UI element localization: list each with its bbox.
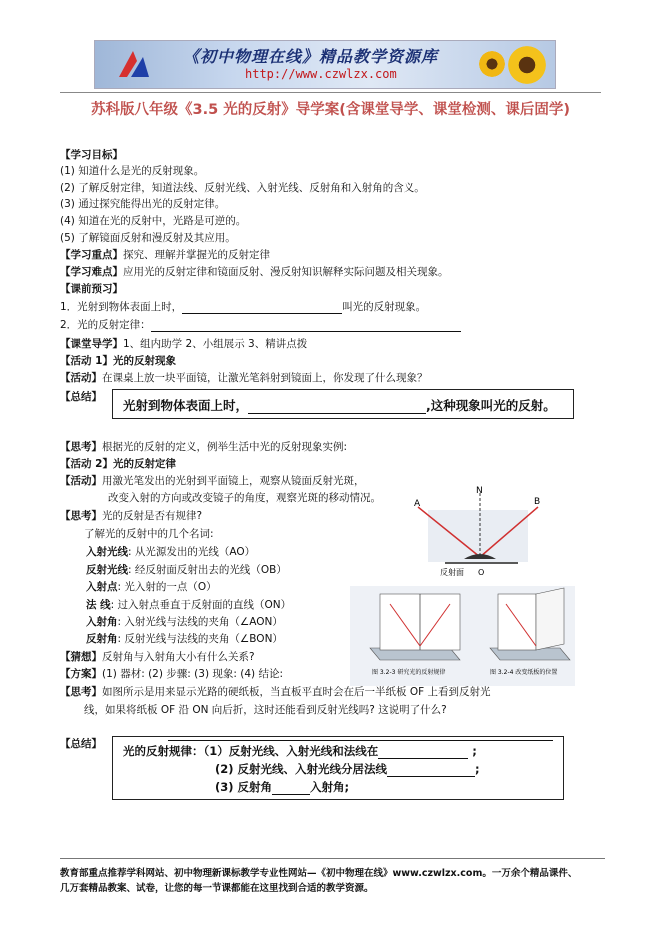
terms-intro: 了解光的反射中的几个名词: bbox=[84, 528, 214, 540]
focus-tag: 【学习重点】 bbox=[60, 249, 123, 261]
think-tag: 【思考】 bbox=[60, 686, 102, 698]
guess-line bbox=[60, 650, 255, 664]
term-desc: : 从光源发出的光线（AO） bbox=[128, 546, 256, 558]
summary-1-tag: 【总结】 bbox=[60, 391, 102, 403]
term-name: 入射角 bbox=[86, 616, 118, 628]
preview-question-2 bbox=[60, 318, 461, 332]
think-tag: 【思考】 bbox=[60, 510, 102, 522]
goal-item: (2) 了解反射定律，知道法线、反射光线、入射光线、反射角和入射角的含义。 bbox=[60, 182, 425, 194]
guide-line bbox=[60, 337, 307, 351]
reflection-diagram bbox=[400, 485, 560, 580]
answer-blank[interactable] bbox=[151, 320, 461, 332]
goal-item: (4) 知道在光的反射中，光路是可逆的。 bbox=[60, 215, 247, 227]
summary-1-text bbox=[123, 396, 556, 414]
think-text: 光的反射是否有规律? bbox=[102, 510, 203, 522]
term-row bbox=[86, 615, 283, 629]
goal-item: (1) 知道什么是光的反射现象。 bbox=[60, 165, 205, 177]
rule-3-text: (3) 反射角 bbox=[215, 780, 273, 794]
header-divider bbox=[60, 92, 601, 93]
footer-line-2: 几万套精品教案、试卷，让您的每一节课都能在这里找到合适的教学资源。 bbox=[60, 883, 374, 894]
think-text: 根据光的反射的定义，例举生活中光的反射现象实例: bbox=[102, 441, 348, 453]
site-logo-icon bbox=[113, 47, 153, 83]
plan-line bbox=[60, 667, 283, 681]
term-row bbox=[86, 632, 283, 646]
activity-2b-line bbox=[60, 474, 365, 488]
label-o: O bbox=[478, 568, 485, 577]
preview-q2-text: 2．光的反射定律： bbox=[60, 319, 151, 331]
focus-text: 探究、理解并掌握光的反射定律 bbox=[123, 249, 270, 261]
header-banner bbox=[94, 40, 556, 89]
plan-tag: 【方案】 bbox=[60, 668, 102, 680]
banner-title: 《初中物理在线》精品教学资源库 bbox=[183, 47, 439, 66]
activity-2b-line-2: 改变入射的方向或改变镜子的角度，观察光斑的移动情况。 bbox=[108, 492, 381, 504]
plan-text: (1) 器材: (2) 步骤: (3) 现象: (4) 结论: bbox=[102, 668, 284, 680]
activity-2-title: 光的反射定律 bbox=[112, 458, 176, 470]
summary-2-line-2 bbox=[215, 761, 480, 777]
guess-tag: 【猜想】 bbox=[60, 651, 102, 663]
cardboard-figures bbox=[350, 586, 575, 686]
think-1-line bbox=[60, 440, 347, 454]
term-desc: : 经反射面反射出去的光线（OB） bbox=[128, 564, 287, 576]
term-desc: : 光入射的一点（O） bbox=[117, 581, 217, 593]
guess-text: 反射角与入射角大小有什么关系? bbox=[102, 651, 255, 663]
rule-2-text: (2) 反射光线、入射光线分居法线 bbox=[215, 762, 388, 776]
sunflower-icon bbox=[477, 49, 507, 79]
think-text: 如图所示是用来显示光路的硬纸板，当直板平直时会在后一半纸板 OF 上看到反射光 bbox=[102, 686, 491, 698]
summary-1-text-b: ,这种现象叫光的反射。 bbox=[426, 398, 556, 413]
term-desc: : 入射光线与法线的夹角（∠AON） bbox=[117, 616, 283, 628]
label-n: N bbox=[476, 486, 483, 496]
footer-line-1: 教育部重点推荐学科网站、初中物理新课标教学专业性网站—《初中物理在线》www.czwlzx.com。一万余个精品课件、 bbox=[60, 868, 578, 879]
document-title: 苏科版八年级《3.5 光的反射》导学案(含课堂导学、课堂检测、课后固学) bbox=[91, 102, 570, 118]
punct-semicolon: ; bbox=[475, 762, 480, 776]
banner-url[interactable]: http://www.czwlzx.com bbox=[245, 67, 397, 81]
activity-1-tag: 【活动 1】 bbox=[60, 355, 113, 367]
activity-2-line bbox=[60, 457, 176, 471]
think-3-line-2: 线，如果将纸板 OF 沿 ON 向后折，这时还能看到反射光线吗? 这说明了什么? bbox=[84, 704, 447, 716]
answer-blank[interactable] bbox=[182, 302, 342, 314]
term-name: 反射角 bbox=[86, 633, 118, 645]
difficulty-text: 应用光的反射定律和镜面反射、漫反射知识解释实际问题及相关现象。 bbox=[123, 266, 449, 278]
term-name: 入射点 bbox=[86, 581, 118, 593]
focus-line bbox=[60, 248, 270, 262]
summary-1-text-a: 光射到物体表面上时， bbox=[123, 398, 249, 413]
answer-blank[interactable] bbox=[387, 765, 475, 777]
activity-tag: 【活动】 bbox=[60, 372, 102, 384]
goal-item: (3) 通过探究能得出光的反射定律。 bbox=[60, 198, 226, 210]
activity-2-tag: 【活动 2】 bbox=[60, 458, 113, 470]
term-row bbox=[86, 545, 255, 559]
goal-item: (5) 了解镜面反射和漫反射及其应用。 bbox=[60, 232, 236, 244]
summary-2-tag: 【总结】 bbox=[60, 738, 102, 750]
term-row bbox=[86, 598, 291, 612]
term-desc: : 过入射点垂直于反射面的直线（ON） bbox=[110, 599, 292, 611]
activity-1-title: 光的反射现象 bbox=[112, 355, 176, 367]
label-b: B bbox=[534, 497, 541, 507]
footer-divider bbox=[60, 858, 605, 859]
answer-blank[interactable] bbox=[272, 783, 310, 795]
figure-panel-left bbox=[370, 594, 460, 660]
preview-question-1 bbox=[60, 300, 426, 314]
figure-caption-2: 图 3.2-4 改变纸板的位置 bbox=[490, 669, 558, 676]
think-tag: 【思考】 bbox=[60, 441, 102, 453]
summary-2-line-1 bbox=[123, 743, 477, 759]
term-row bbox=[86, 580, 217, 594]
activity-1-line bbox=[60, 354, 176, 368]
figure-caption-1: 图 3.2-3 研究光的反射规律 bbox=[372, 669, 446, 676]
activity-text: 在课桌上放一块平面镜，让激光笔斜射到镜面上，你发现了什么现象？ bbox=[102, 372, 428, 384]
label-a: A bbox=[414, 499, 421, 509]
summary-2-box bbox=[112, 736, 564, 800]
term-row bbox=[86, 563, 287, 577]
term-name: 反射光线 bbox=[86, 564, 128, 576]
term-name: 法 线 bbox=[86, 599, 111, 611]
goals-heading: 【学习目标】 bbox=[60, 149, 123, 161]
rule-3-text-end: 入射角; bbox=[310, 780, 350, 794]
answer-blank[interactable] bbox=[248, 400, 426, 414]
activity-1b-line bbox=[60, 371, 428, 385]
preview-q1-text: 1．光射到物体表面上时， bbox=[60, 301, 183, 313]
preview-heading: 【课前预习】 bbox=[60, 283, 123, 295]
think-3-line bbox=[60, 685, 490, 699]
difficulty-line bbox=[60, 265, 449, 279]
summary-1-box bbox=[112, 389, 574, 419]
rule-1-text: 光的反射规律：（1）反射光线、入射光线和法线在 bbox=[123, 744, 379, 758]
term-desc: : 反射光线与法线的夹角（∠BON） bbox=[117, 633, 283, 645]
term-name: 入射光线 bbox=[86, 546, 128, 558]
mirror-label: 反射面 bbox=[440, 568, 464, 577]
activity-tag: 【活动】 bbox=[60, 475, 102, 487]
punct-semicolon: ; bbox=[472, 744, 477, 758]
preview-q1-text-end: 叫光的反射现象。 bbox=[342, 301, 427, 313]
figure-panel-right bbox=[490, 588, 570, 660]
guide-text: 1、组内助学 2、小组展示 3、精讲点拨 bbox=[123, 338, 308, 350]
sunflower-icon bbox=[505, 43, 549, 87]
think-2-line bbox=[60, 509, 202, 523]
summary-2-line-3 bbox=[215, 779, 349, 795]
answer-blank[interactable] bbox=[378, 747, 468, 759]
guide-tag: 【课堂导学】 bbox=[60, 338, 123, 350]
activity-text: 用激光笔发出的光射到平面镜上，观察从镜面反射光斑， bbox=[102, 475, 365, 487]
difficulty-tag: 【学习难点】 bbox=[60, 266, 123, 278]
